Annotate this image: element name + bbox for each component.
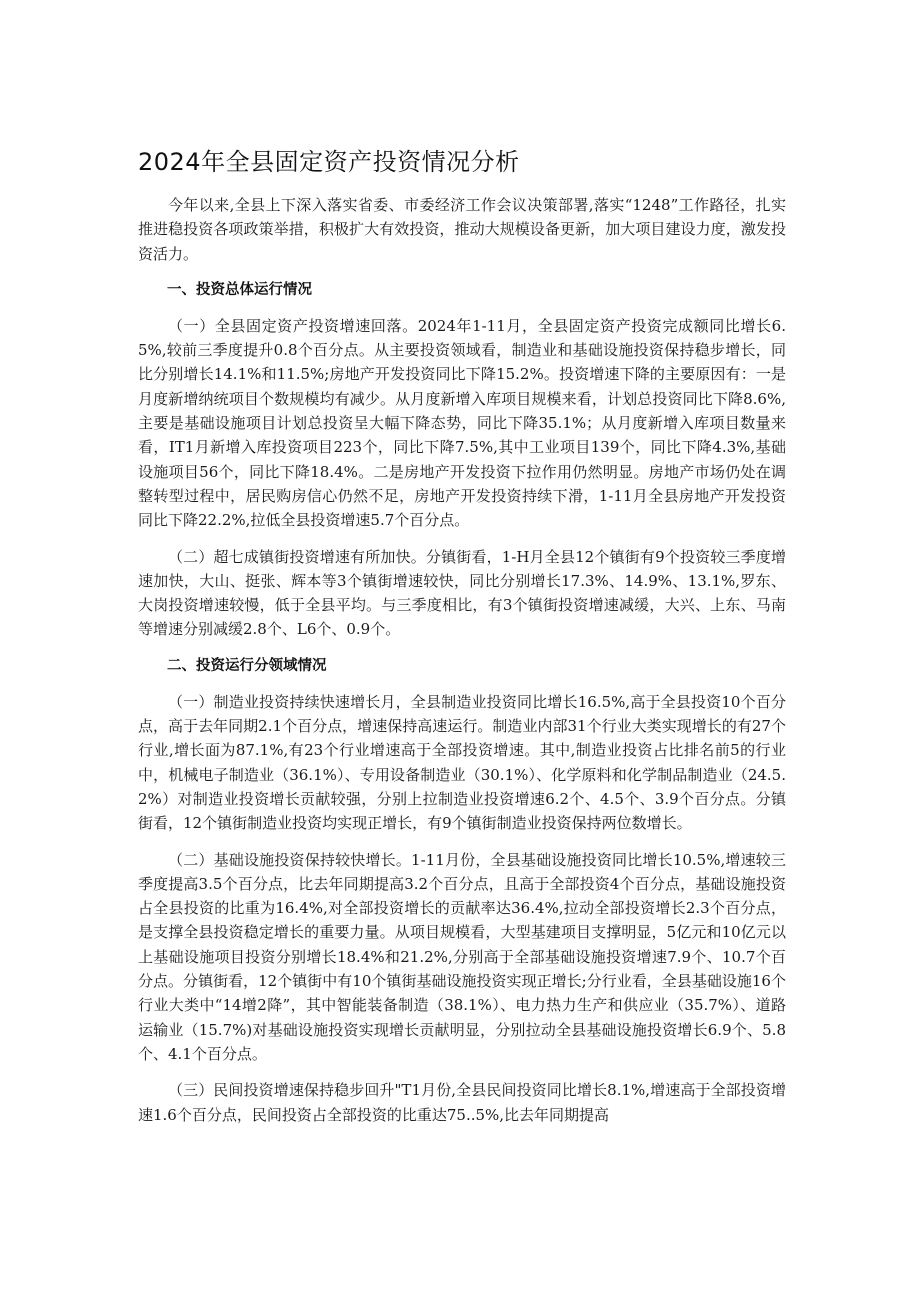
document-title: 2024年全县固定资产投资情况分析 (138, 148, 520, 176)
paragraph-town-growth: （二）超七成镇街投资增速有所加快。分镇街看，1-H月全县12个镇街有9个投资较三季度增速加快，大山、挺张、辉本等3个镇街增速较快，同比分别增长17.3%、14.9%、13.1%,罗东、大岗投资增速较慢，低于全县平均。与三季度相比，有3个镇街投资增速减缓，大兴、上东、马南等增速分别减缓2.8个、L6个、0.9个。 (138, 547, 786, 639)
paragraph-private-investment: （三）民间投资增速保持稳步回升"T1月份,全县民间投资同比增长8.1%,增速高于全部投资增速1.6个百分点，民间投资占全部投资的比重达75..5%,比去年同期提高 (138, 1081, 786, 1124)
paragraph-overall-growth: （一）全县固定资产投资增速回落。2024年1-11月，全县固定资产投资完成额同比增长6.5%,较前三季度提升0.8个百分点。从主要投资领域看，制造业和基础设施投资保持稳步增长，同比分别增长14.1%和11.5%;房地产开发投资同比下降15.2%。投资增速下降的主要原因有：一是月度新增纳统项目个数规模均有减少。从月度新增入库项目规模来看，计划总投资同比下降8.6%,主要是基础设施项目计划总投资呈大幅下降态势，同比下降35.1%；从月度新增入库项目数量来看，IT1月新增入库投资项目223个，同比下降7.5%,其中工业项目139个，同比下降4.3%,基础设施项目56个，同比下降18.4%。二是房地产开发投资下拉作用仍然明显。房地产市场仍处在调整转型过程中，居民购房信心仍然不足，房地产开发投资持续下滑，1-11月全县房地产开发投资同比下降22.2%,拉低全县投资增速5.7个百分点。 (138, 316, 786, 530)
section-heading-by-sector: 二、投资运行分领域情况 (167, 657, 327, 674)
document-body (138, 193, 786, 1139)
section-heading-overall: 一、投资总体运行情况 (167, 281, 312, 298)
paragraph-infrastructure: （二）基础设施投资保持较快增长。1-11月份，全县基础设施投资同比增长10.5%,增速较三季度提高3.5个百分点，比去年同期提高3.2个百分点，且高于全部投资4个百分点，基础设施投资占全县投资的比重为16.4%,对全部投资增长的贡献率达36.4%,拉动全部投资增长2.3个百分点，是支撑全县投资稳定增长的重要力量。从项目规模看，大型基建项目支撑明显，5亿元和10亿元以上基础设施项目投资分别增长18.4%和21.2%,分别高于全部基础设施投资增速7.9个、10.7个百分点。分镇街看，12个镇街中有10个镇街基础设施投资实现正增长;分行业看，全县基础设施16个行业大类中“14增2降”，其中智能装备制造（38.1%）、电力热力生产和供应业（35.7%）、道路运输业（15.7%)对基础设施投资实现增长贡献明显，分别拉动全县基础设施投资增长6.9个、5.8个、4.1个百分点。 (138, 850, 786, 1063)
paragraph-manufacturing: （一）制造业投资持续快速增长月，全县制造业投资同比增长16.5%,高于全县投资10个百分点，高于去年同期2.1个百分点，增速保持高速运行。制造业内部31个行业大类实现增长的有27个行业,增长面为87.1%,有23个行业增速高于全部投资增速。其中,制造业投资占比排名前5的行业中，机械电子制造业（36.1%）、专用设备制造业（30.1%）、化学原料和化学制品制造业（24.5.2%）对制造业投资增长贡献较强，分别上拉制造业投资增速6.2个、4.5个、3.9个百分点。分镇街看，12个镇街制造业投资均实现正增长，有9个镇街制造业投资保持两位数增长。 (138, 692, 786, 833)
intro-paragraph: 今年以来,全县上下深入落实省委、市委经济工作会议决策部署,落实“1248”工作路径，扎实推进稳投资各项政策举措，积极扩大有效投资，推动大规模设备更新，加大项目建设力度，激发投资活力。 (138, 196, 786, 263)
